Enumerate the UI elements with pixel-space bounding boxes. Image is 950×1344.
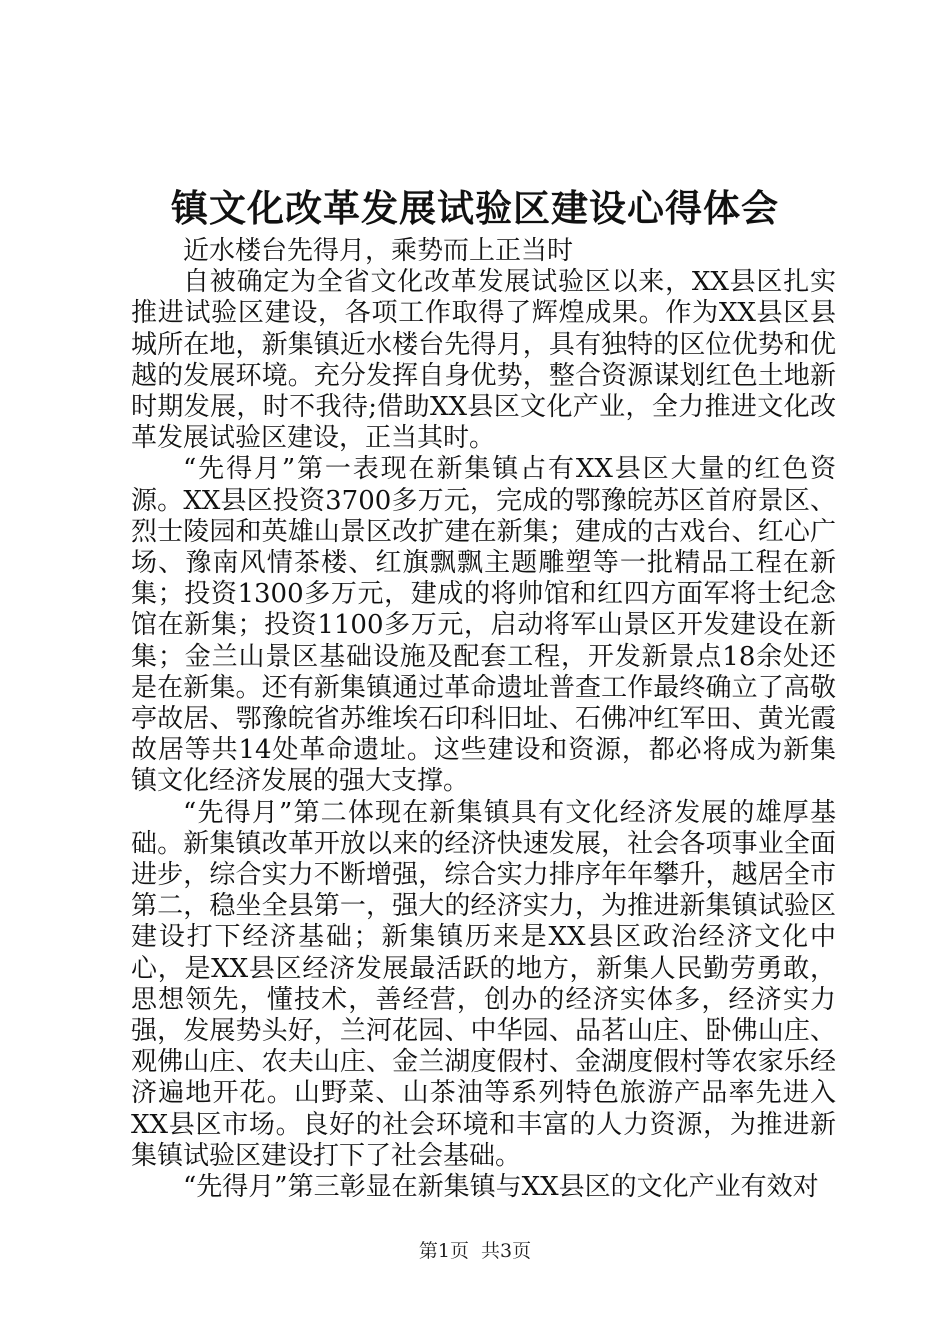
document-body: [131, 236, 836, 1203]
paragraph-third-advantage: “先得月”第三彰显在新集镇与XX县区的文化产业有效对: [183, 1172, 819, 1203]
document-subtitle: 近水楼台先得月，乘势而上正当时: [183, 236, 574, 266]
page-footer: [0, 1237, 950, 1265]
paragraph-intro: 自被确定为全省文化改革发展试验区以来，XX县区扎实推进试验区建设，各项工作取得了辉煌成果。作为XX县区县城所在地，新集镇近水楼台先得月，具有独特的区位优势和优越的发展环境。充分发挥自身优势，整合资源谋划红色土地新时期发展，时不我待;借助XX县区文化产业，全力推进文化改革发展试验区建设，正当其时。: [131, 267, 836, 454]
document-title: 镇文化改革发展试验区建设心得体会: [171, 186, 779, 230]
page-number: 第1页: [418, 1240, 469, 1262]
page-total: 共3页: [481, 1240, 532, 1262]
paragraph-second-advantage: “先得月”第二体现在新集镇具有文化经济发展的雄厚基础。新集镇改革开放以来的经济快速发展，社会各项事业全面进步，综合实力不断增强，综合实力排序年年攀升，越居全市第二，稳坐全县第一，强大的经济实力，为推进新集镇试验区建设打下经济基础；新集镇历来是XX县区政治经济文化中心，是XX县区经济发展最活跃的地方，新集人民勤劳勇敢，思想领先，懂技术，善经营，创办的经济实体多，经济实力强，发展势头好，兰河花园、中华园、品茗山庄、卧佛山庄、观佛山庄、农夫山庄、金兰湖度假村、金湖度假村等农家乐经济遍地开花。山野菜、山茶油等系列特色旅游产品率先进入XX县区市场。良好的社会环境和丰富的人力资源，为推进新集镇试验区建设打下了社会基础。: [131, 797, 836, 1171]
paragraph-first-advantage: “先得月”第一表现在新集镇占有XX县区大量的红色资源。XX县区投资3700多万元，完成的鄂豫皖苏区首府景区、烈士陵园和英雄山景区改扩建在新集；建成的古戏台、红心广场、豫南风情茶楼、红旗飘飘主题雕塑等一批精品工程在新集；投资1300多万元，建成的将帅馆和红四方面军将士纪念馆在新集；投资1100多万元，启动将军山景区开发建设在新集；金兰山景区基础设施及配套工程，开发新景点18余处还是在新集。还有新集镇通过革命遗址普查工作最终确立了高敬亭故居、鄂豫皖省苏维埃石印科旧址、石佛冲红军田、黄光霞故居等共14处革命遗址。这些建设和资源，都必将成为新集镇文化经济发展的强大支撑。: [131, 454, 836, 797]
